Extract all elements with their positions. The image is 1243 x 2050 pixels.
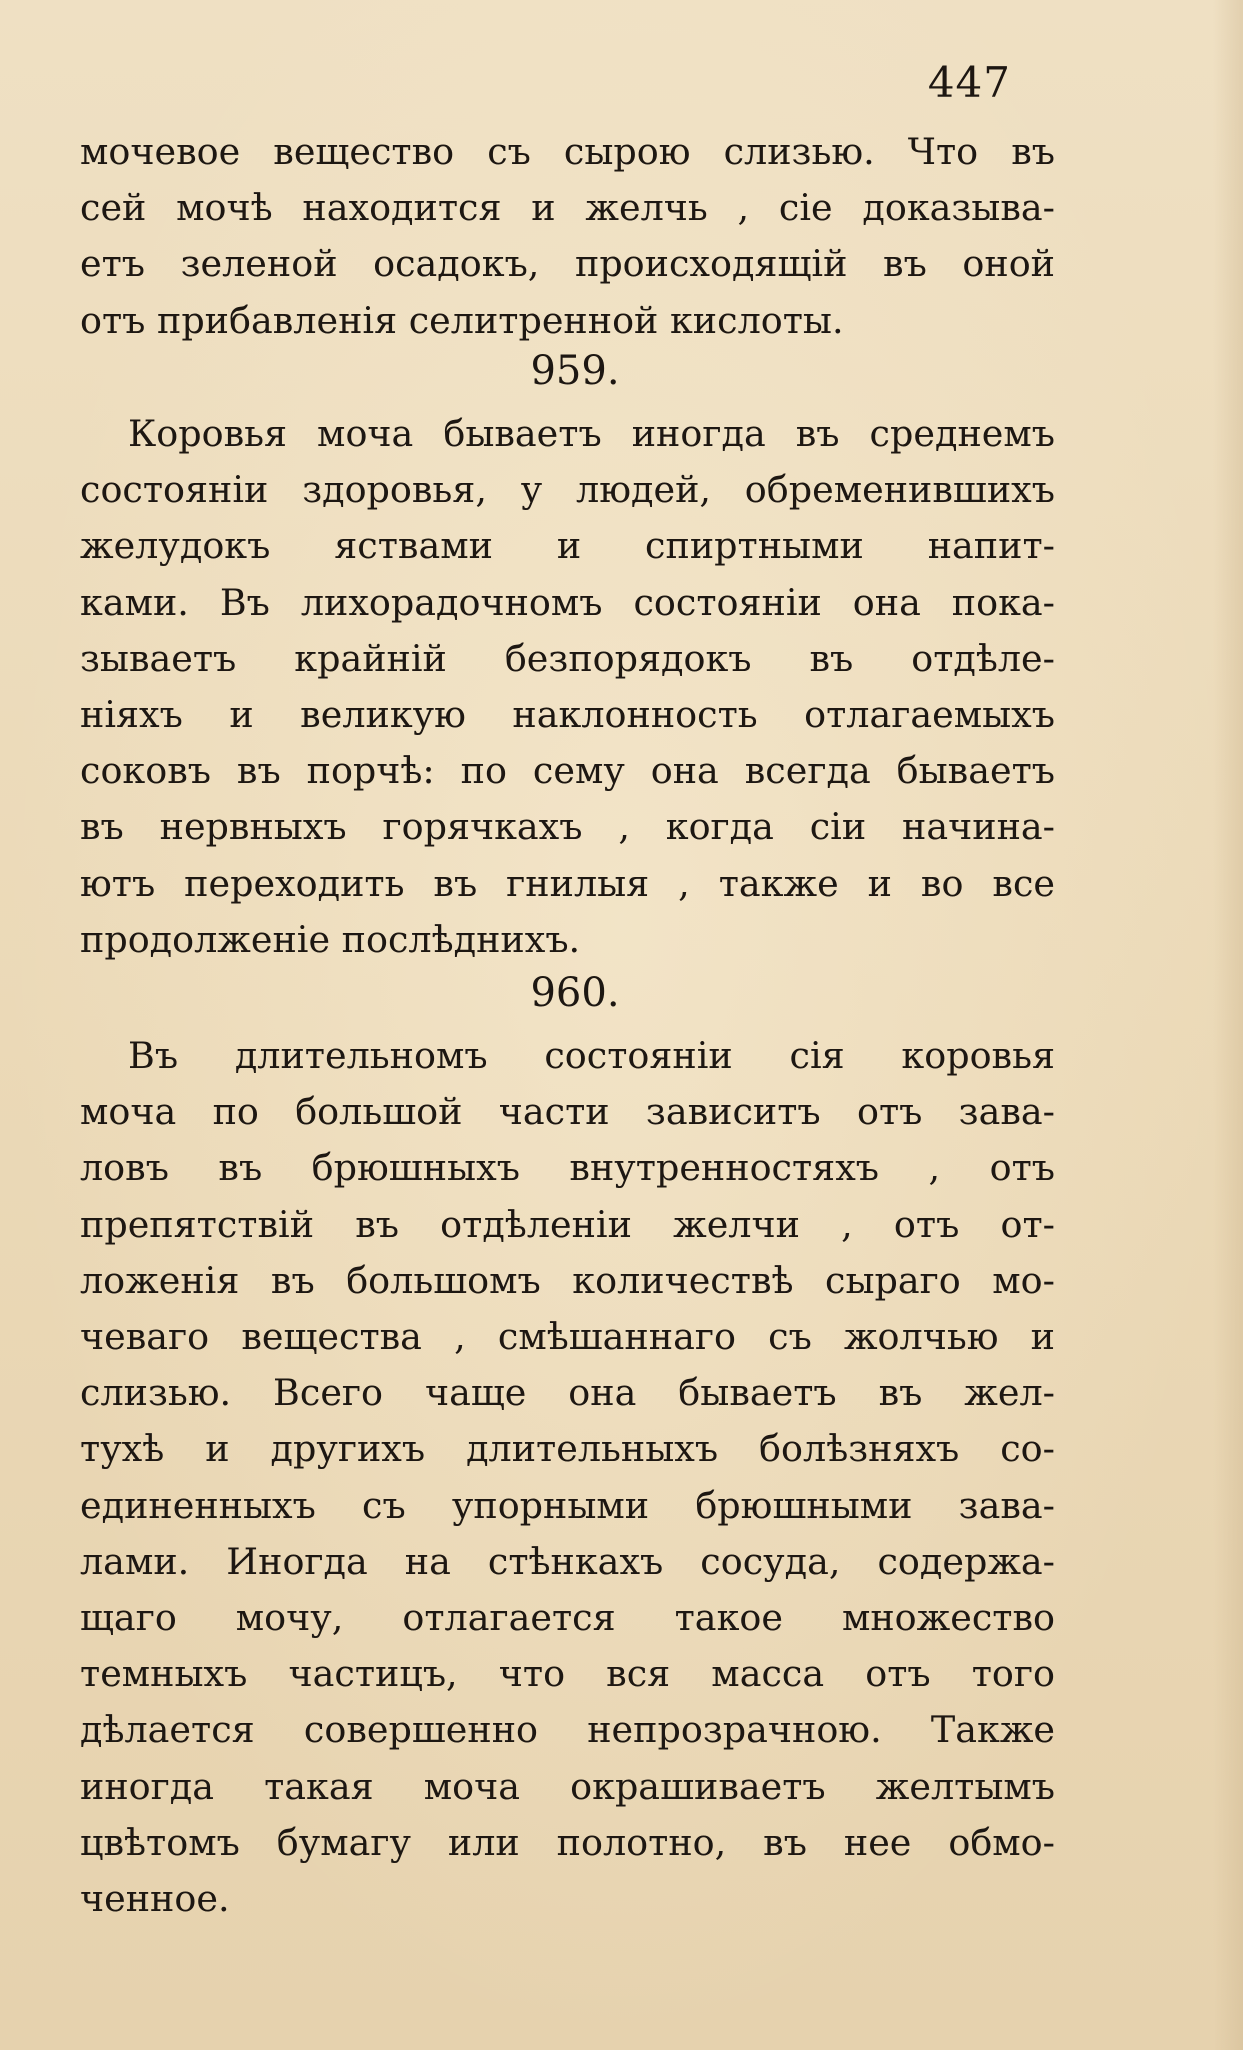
text-line: единенныхъ съ упорными брюшными зава-	[80, 1483, 1055, 1527]
text-line: ютъ переходить въ гнилыя , также и во все	[80, 861, 1055, 905]
text-line: етъ зеленой осадокъ, происходящій въ оной	[80, 242, 1055, 286]
text-line: лами. Иногда на стѣнкахъ сосуда, содержа-	[80, 1539, 1055, 1583]
text-line: цвѣтомъ бумагу или полотно, въ нее обмо-	[80, 1820, 1055, 1864]
text-line: Въ длительномъ состояніи сія коровья	[128, 1034, 1055, 1077]
text-line: сей мочѣ находится и желчь , сіе доказыва-	[80, 186, 1055, 230]
section-number-960: 960.	[530, 970, 620, 1016]
text-line: состояніи здоровья, у людей, обременившихъ	[80, 468, 1055, 512]
text-line: мочевое вещество съ сырою слизью. Что въ	[80, 130, 1055, 173]
text-line: отъ прибавленія селитренной кислоты.	[80, 298, 844, 342]
text-line: зываетъ крайній безпорядокъ въ отдѣле-	[80, 636, 1055, 680]
text-line: желудокъ яствами и спиртными напит-	[80, 524, 1055, 568]
text-line: щаго мочу, отлагается такое множество	[80, 1596, 1055, 1640]
text-line: въ нервныхъ горячкахъ , когда сіи начина-	[80, 805, 1055, 849]
text-line: моча по большой части зависитъ отъ зава-	[80, 1090, 1055, 1134]
text-line: чеваго вещества , смѣшаннаго съ жолчью и	[80, 1315, 1055, 1359]
text-line: ніяхъ и великую наклонность отлагаемыхъ	[80, 693, 1055, 737]
text-line: Коровья моча бываетъ иногда въ среднемъ	[128, 412, 1055, 455]
text-line: дѣлается совершенно непрозрачною. Также	[80, 1708, 1055, 1752]
text-line: тухѣ и другихъ длительныхъ болѣзняхъ со-	[80, 1427, 1055, 1471]
text-line: ложенія въ большомъ количествѣ сыраго мо-	[80, 1258, 1055, 1302]
section-number-959: 959.	[530, 348, 620, 394]
text-line: темныхъ частицъ, что вся масса отъ того	[80, 1652, 1055, 1696]
text-line: ченное.	[80, 1877, 230, 1921]
text-line: иногда такая моча окрашиваетъ желтымъ	[80, 1764, 1055, 1808]
paragraph-continuation	[80, 124, 1055, 349]
paragraph-960	[80, 1028, 1055, 1927]
text-line: слизью. Всего чаще она бываетъ въ жел-	[80, 1371, 1055, 1415]
text-line: продолженіе послѣднихъ.	[80, 917, 581, 961]
text-line: препятствій въ отдѣленіи желчи , отъ от-	[80, 1202, 1055, 1246]
paragraph-959	[80, 406, 1055, 968]
text-line: соковъ въ порчѣ: по сему она всегда бываетъ	[80, 749, 1055, 793]
text-line: ловъ въ брюшныхъ внутренностяхъ , отъ	[80, 1146, 1055, 1190]
page-number: 447	[927, 58, 1011, 107]
page-edge-shading	[1213, 0, 1243, 2050]
text-line: ками. Въ лихорадочномъ состояніи она пока-	[80, 580, 1055, 624]
